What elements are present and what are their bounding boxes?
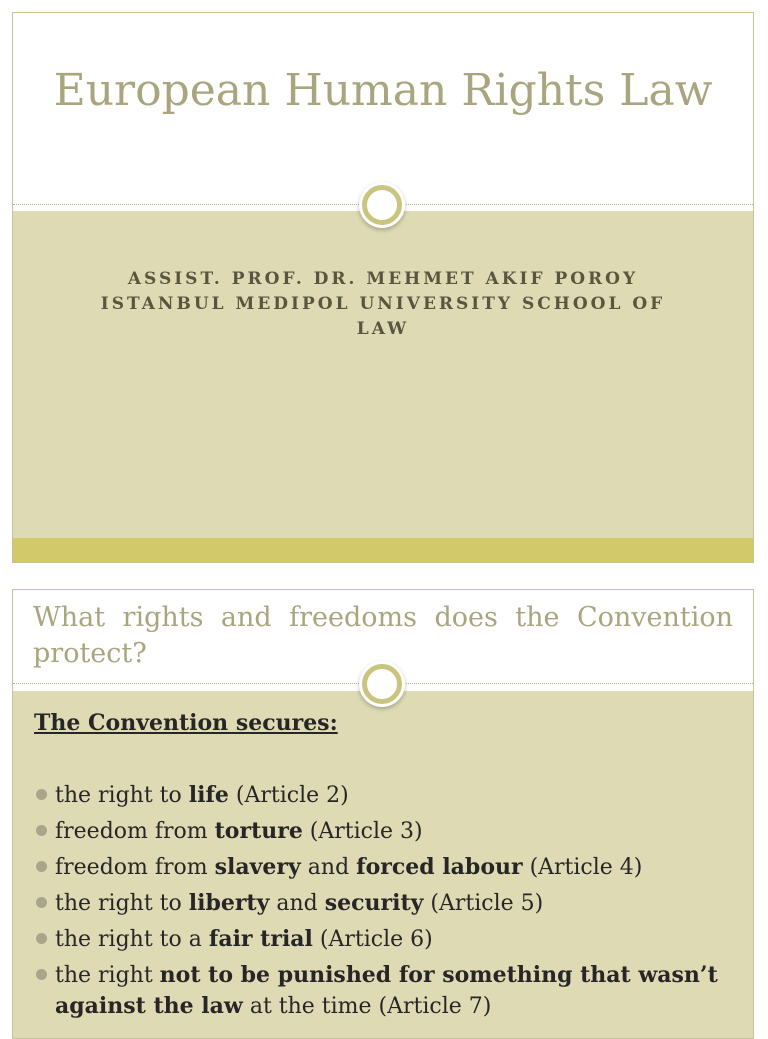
list-item-b1: slavery — [214, 854, 301, 880]
content-band — [13, 211, 753, 538]
slide-title: European Human Rights Law — [53, 65, 713, 116]
list-item-pre: freedom from — [55, 855, 215, 880]
list-item-pre: freedom from — [55, 819, 215, 844]
list-item-post: (Article 4) — [522, 855, 643, 880]
list-item-b1: liberty — [188, 890, 270, 916]
list-item-pre: the right to a — [55, 927, 209, 952]
list-item-post: (Article 5) — [423, 891, 544, 916]
bullet-icon — [36, 789, 47, 800]
bullet-icon — [36, 897, 47, 908]
list-item-post: at the time (Article 7) — [242, 994, 492, 1019]
content-slide — [12, 589, 754, 1039]
list-item — [33, 852, 739, 883]
author-block — [73, 267, 693, 342]
author-affiliation: ISTANBUL MEDIPOL UNIVERSITY SCHOOL OF LAW — [100, 294, 666, 339]
list-item-b1: torture — [214, 818, 303, 844]
bullet-icon — [36, 825, 47, 836]
bullet-icon — [36, 861, 47, 872]
list-item-pre: the right to — [55, 783, 189, 808]
author-name: ASSIST. PROF. DR. MEHMET AKIF POROY — [127, 269, 639, 289]
list-item-pre: the right — [55, 963, 160, 988]
list-item-mid: and — [269, 891, 325, 916]
list-item — [33, 888, 739, 919]
list-item-mid: and — [300, 855, 357, 880]
list-item-b1: fair trial — [208, 926, 313, 952]
list-item-b2: security — [324, 890, 424, 916]
list-item-b1: life — [188, 782, 229, 808]
list-item-post: (Article 2) — [228, 783, 349, 808]
footer-accent-bar — [13, 538, 753, 563]
section-heading: The Convention secures: — [34, 710, 338, 736]
ring-ornament-icon — [362, 664, 402, 704]
list-item-b2: forced labour — [356, 854, 523, 880]
list-item — [33, 780, 739, 811]
list-item-pre: the right to — [55, 891, 189, 916]
list-item-post: (Article 6) — [312, 927, 433, 952]
list-item — [33, 816, 739, 847]
bullet-icon — [36, 933, 47, 944]
ring-ornament-icon — [362, 185, 402, 225]
slide-title: What rights and freedoms does the Convention protect? — [33, 602, 733, 669]
list-item — [33, 960, 739, 1022]
list-item-b1: not to be punished for something that wasn’t against the law — [55, 962, 718, 1019]
title-slide — [12, 12, 754, 563]
bullet-icon — [36, 969, 47, 980]
list-item — [33, 924, 739, 955]
rights-list — [33, 780, 739, 1027]
list-item-post: (Article 3) — [302, 819, 423, 844]
